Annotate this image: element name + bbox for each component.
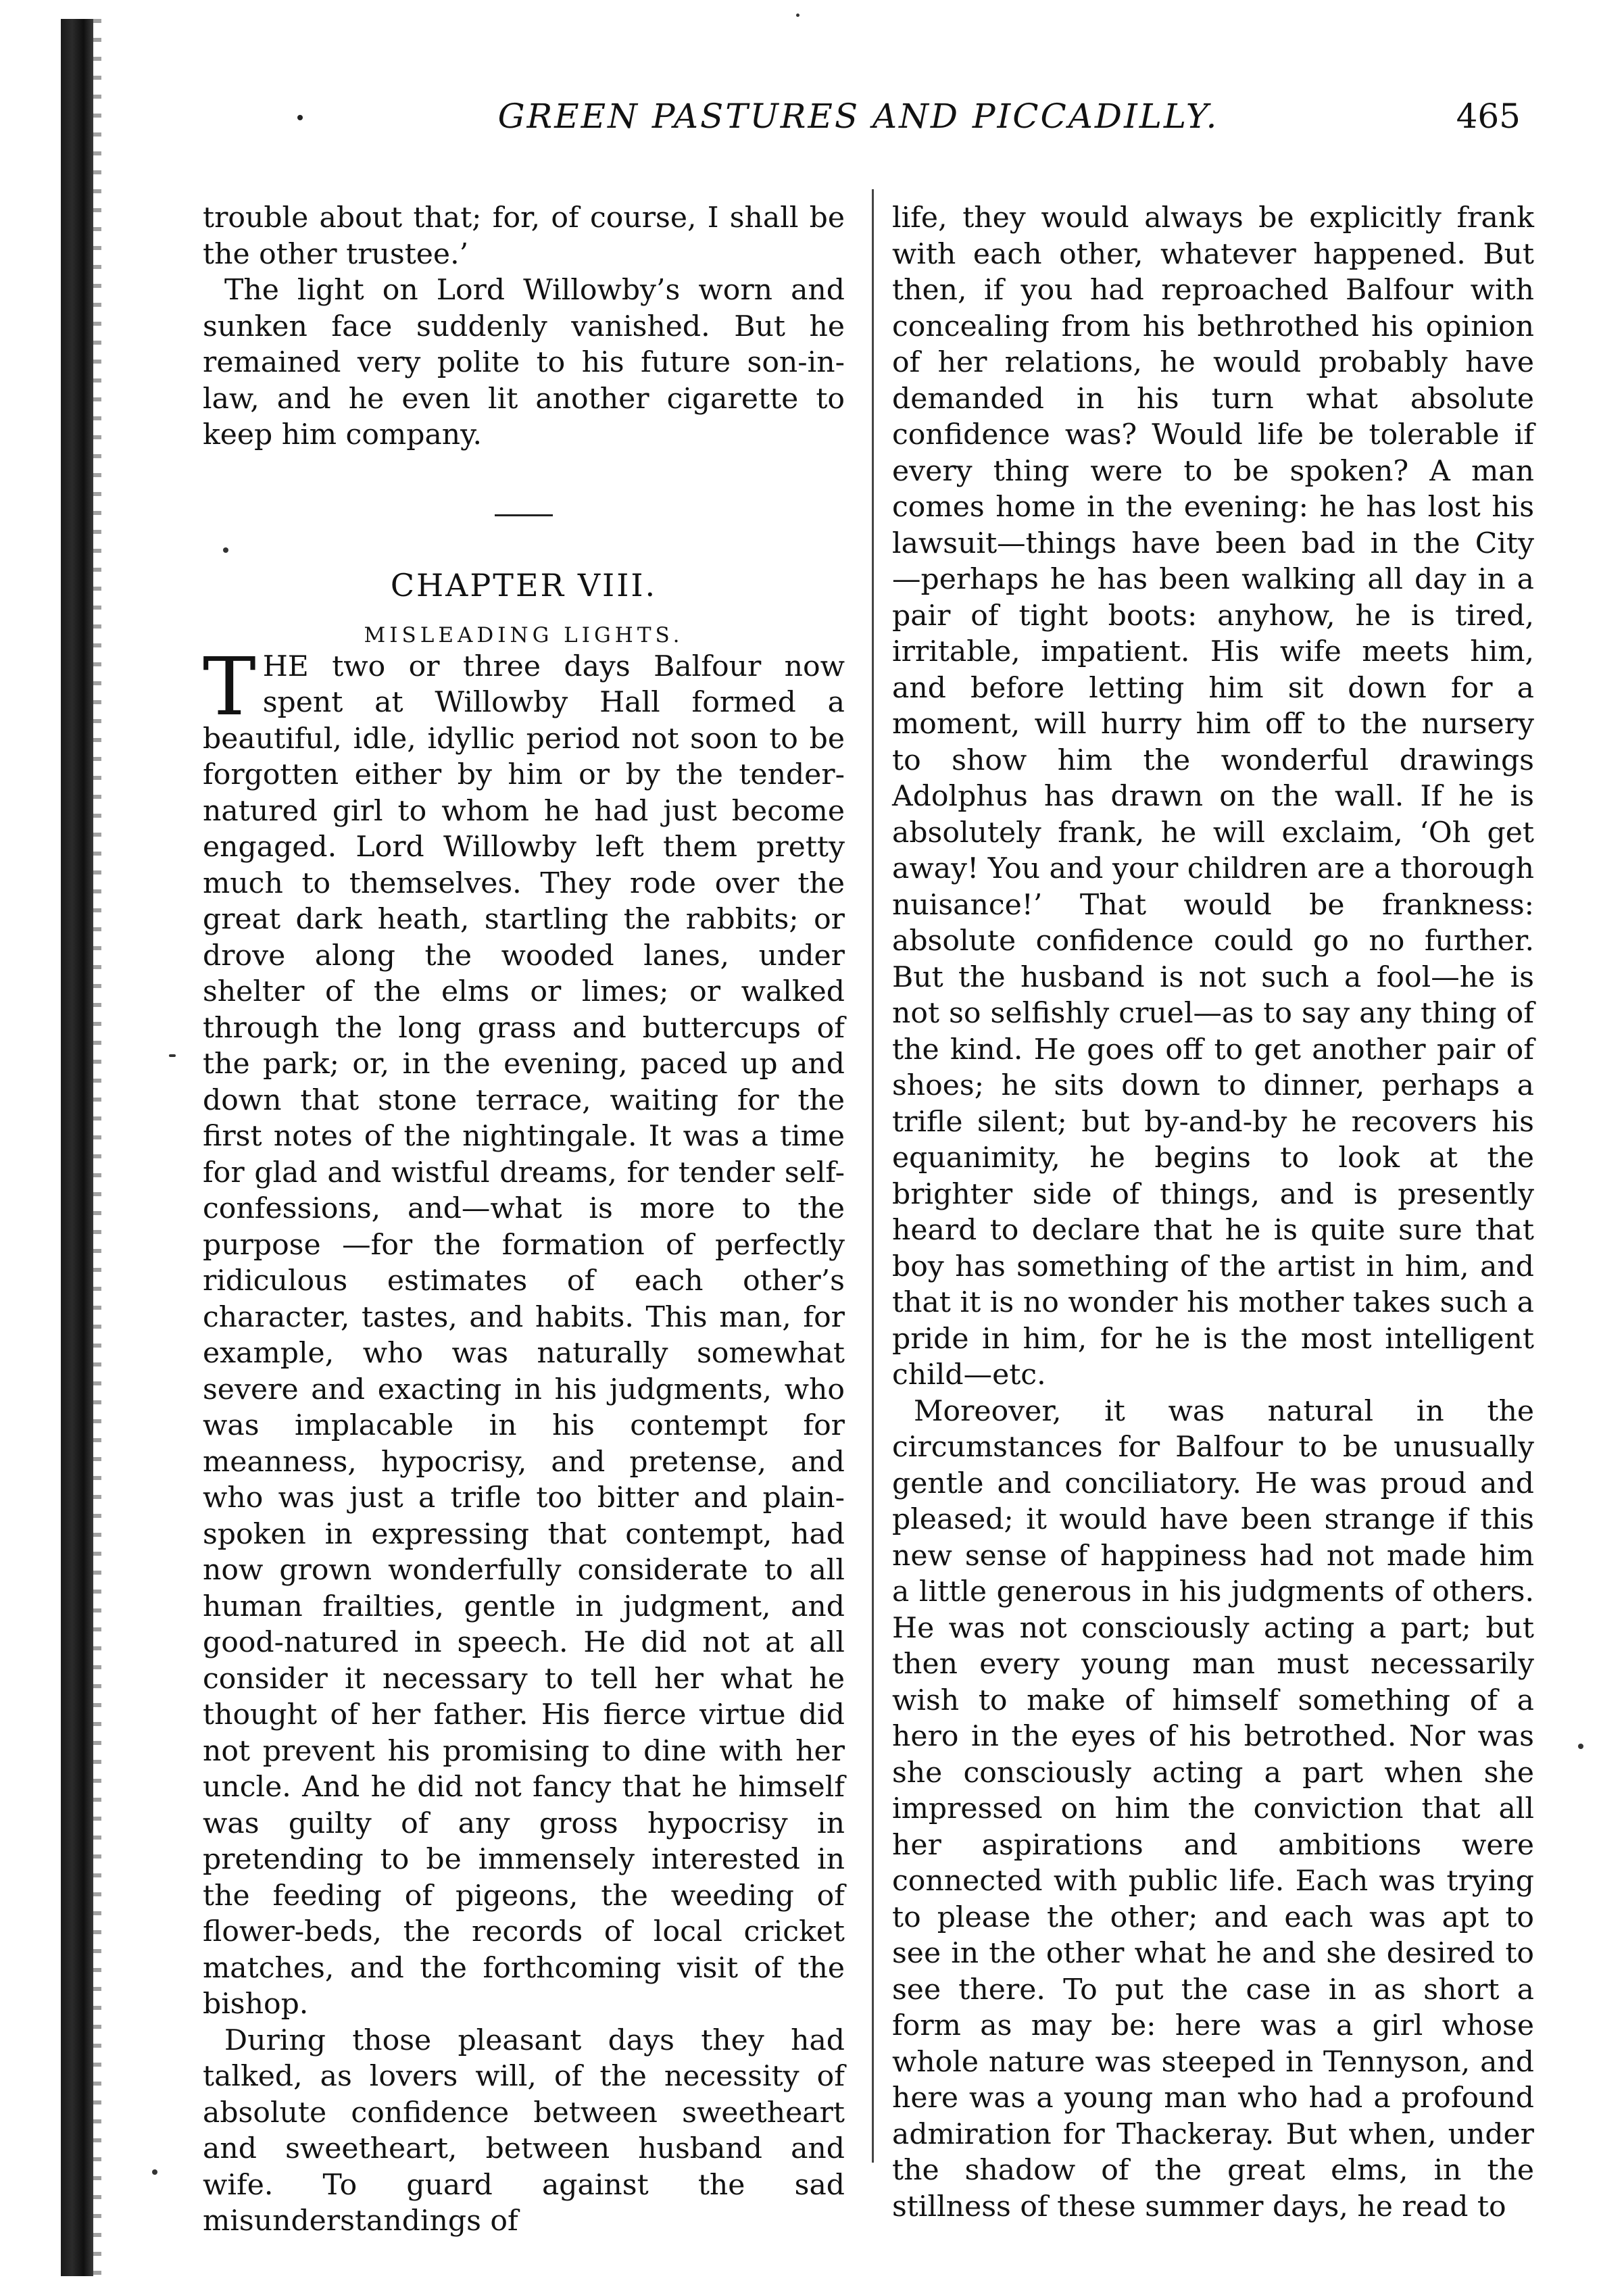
- paragraph: Moreover, it was natural in the circumstances for Balfour to be unusually gentle and conciliatory. He was proud and pleased; it would have been strange if this new sense of happiness had not made him a little generous in his judgments of others. He was not consciously acting a part; but then every young man must necessarily wish to make of himself something of a hero in the eyes of his betrothed. Nor was she consciously acting a part when she impressed on him the conviction that all her aspirations and ambitions were connected with public life. Each was trying to please the other; and each was apt to see in the other what he and she desired to see there. To put the case in as short a form as may be: here was a girl whose whole nature was steeped in Tennyson, and here was a young man who had a profound admiration for Thackeray. But when, under the shadow of the great elms, in the stillness of these summer days, he read to: [892, 1394, 1534, 2223]
- paragraph: The light on Lord Willowby’s worn and sunken face suddenly vanished. But he remained very polite to his future son-in-law, and he even lit another cigarette to keep him company.: [203, 274, 845, 451]
- page-number: 465: [1456, 97, 1521, 136]
- chapter-opening-paragraph: [203, 639, 845, 2023]
- running-title: GREEN PASTURES AND PICCADILLY.: [497, 97, 1219, 136]
- column-divider: [872, 189, 874, 2163]
- chapter-subtitle: MISLEADING LIGHTS.: [364, 622, 684, 647]
- drop-cap: T: [203, 639, 256, 733]
- right-column: [892, 200, 1534, 2225]
- paragraph: During those pleasant days they had talked, as lovers will, of the necessity of absolute confidence between sweetheart and sweetheart, between husband and wife. To guard against the sad misunderstandings of: [203, 2023, 845, 2238]
- left-column: [203, 200, 845, 2240]
- page-header: [196, 88, 1521, 149]
- ink-speck: [1578, 1744, 1583, 1749]
- opening-paragraph-text: HE two or three days Balfour now spent at Willowby Hall formed a beautiful, idle, idyllic period not soon to be forgotten either by him or by the tender-natured girl to whom he had just become engaged. Lord Willowby left them pretty much to themselves. They rode over the great dark heath, startling the rabbits; or drove along the wooded lanes, under shelter of the elms or limes; or walked through the long grass and buttercups of the park; or, in the evening, paced up and down that stone terrace, waiting for the first notes of the nightingale. It was a time for glad and wistful dreams, for tender self-confessions, and—what is more to the purpose —for the formation of perfectly ridiculous estimates of each other’s character, tastes, and habits. This man, for example, who was naturally somewhat severe and exacting in his judgments, who was implacable in his contempt for meanness, hypocrisy, and pretense, and who was just a trifle too bitter and plain-spoken in expressing that contempt, had now grown wonderfully considerate to all human frailties, gentle in judgment, and good-natured in speech. He did not at all consider it necessary to tell her what he thought of her father. His fierce virtue did not prevent his promising to dine with her uncle. And he did not fancy that he himself was guilty of any gross hypocrisy in pretending to be immensely interested in the feeding of pigeons, the weeding of flower-beds, the records of local cricket matches, and the forthcoming visit of the bishop.: [203, 649, 845, 2021]
- chapter-separator-rule: [495, 514, 553, 516]
- ink-speck: [796, 14, 799, 17]
- page-binding-edge: [61, 19, 93, 2276]
- chapter-heading: CHAPTER VIII.: [390, 566, 658, 604]
- ink-speck: [223, 547, 228, 553]
- ink-speck: [169, 1054, 176, 1057]
- ink-speck: [152, 2169, 157, 2175]
- paragraph-continued: life, they would always be explicitly frank with each other, whatever happened. But then, if you had reproached Balfour with concealing from his bethrothed his opinion of her relations, he would probably have demanded in his turn what absolute confidence was? Would life be tolerable if every thing were to be spoken? A man comes home in the evening: he has lost his lawsuit—things have been bad in the City —perhaps he has been walking all day in a pair of tight boots: anyhow, he is tired, irritable, impatient. His wife meets him, and before letting him sit down for a moment, will hurry him off to the nursery to show him the wonderful drawings Adolphus has drawn on the wall. If he is absolutely frank, he will exclaim, ‘Oh get away! You and your children are a thorough nuisance!’ That would be frankness: absolute confidence could go no further. But the husband is not such a fool—he is not so selfishly cruel—as to say any thing of the kind. He goes off to get another pair of shoes; he sits down to dinner, perhaps a trifle silent; but by-and-by he recovers his equanimity, he begins to look at the brighter side of things, and is presently heard to declare that he is quite sure that boy has something of the artist in him, and that it is no wonder his mother takes such a pride in him, for he is the most intelligent child—etc.: [892, 201, 1534, 1392]
- paragraph-continued: trouble about that; for, of course, I shall be the other trustee.’: [203, 201, 845, 271]
